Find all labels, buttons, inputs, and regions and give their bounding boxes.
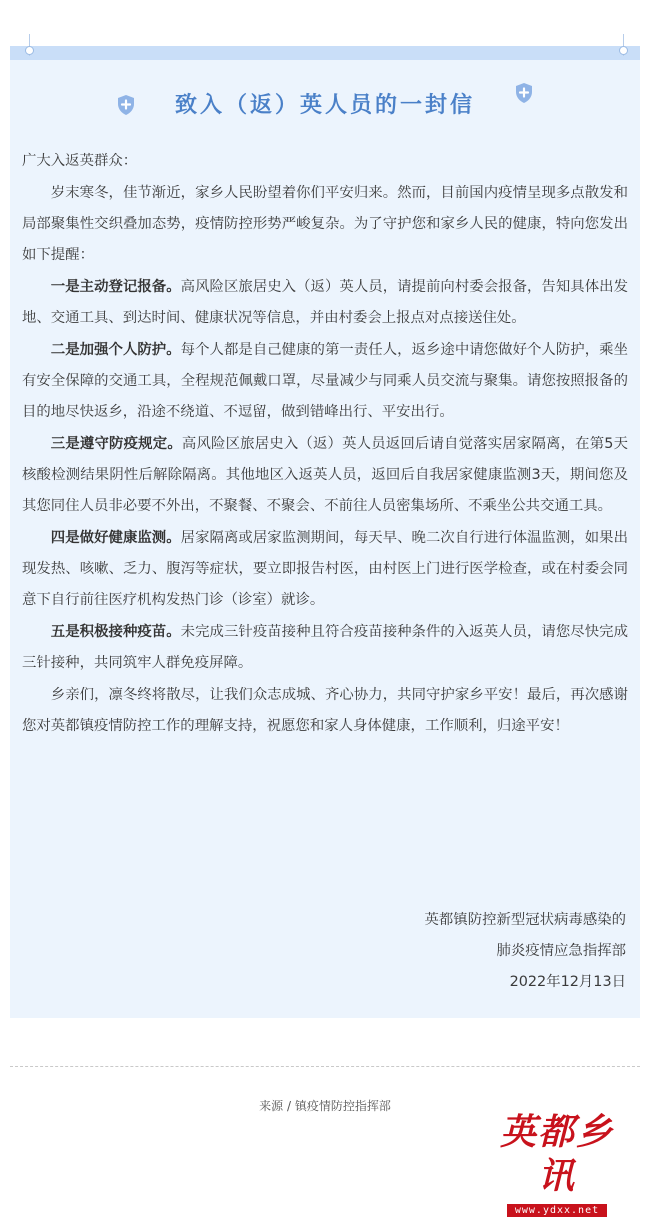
item-heading: 四是做好健康监测。 xyxy=(50,530,181,546)
watermark-title: 英都乡讯 xyxy=(499,1111,614,1197)
letter-item-2 xyxy=(22,335,628,428)
letter-item-3 xyxy=(22,429,628,522)
rail-dot-right xyxy=(619,46,628,55)
signature-org-line2: 肺炎疫情应急指挥部 xyxy=(496,943,626,959)
item-heading: 一是主动登记报备。 xyxy=(50,279,181,295)
item-heading: 五是积极接种疫苗。 xyxy=(50,624,181,640)
source-credit: 来源 / 镇疫情防控指挥部 xyxy=(259,1099,391,1113)
watermark-url: www.ydxx.net xyxy=(507,1204,607,1217)
letter-item-1 xyxy=(22,272,628,334)
footer-divider xyxy=(10,1066,640,1067)
header-bar xyxy=(10,46,640,60)
item-text: 每个人都是自己健康的第一责任人，返乡途中请您做好个人防护，乘坐有安全保障的交通工具，全程规范佩戴口罩，尽量减少与同乘人员交流与聚集。请您按照报备的目的地尽快返乡，沿途不绕道、不逗留，做到错峰出行、平安出行。 xyxy=(22,342,628,420)
item-heading: 三是遵守防疫规定。 xyxy=(50,436,182,452)
signature-org-line1: 英都镇防控新型冠状病毒感染的 xyxy=(424,912,626,928)
item-text: 高风险区旅居史入（返）英人员返回后请自觉落实居家隔离，在第5天核酸检测结果阴性后解除隔离。其他地区入返英人员，返回后自我居家健康监测3天，期间您及其您同住人员非必要不外出，不聚餐、不聚会、不前往人员密集场所、不乘坐公共交通工具。 xyxy=(22,436,628,514)
letter-closing: 乡亲们，凛冬终将散尽，让我们众志成城、齐心协力，共同守护家乡平安！最后，再次感谢您对英都镇疫情防控工作的理解支持，祝愿您和家人身体健康，工作顺利，归途平安！ xyxy=(22,687,628,734)
item-text: 居家隔离或居家监测期间，每天早、晚二次自行进行体温监测，如果出现发热、咳嗽、乏力、腹泻等症状，要立即报告村医，由村医上门进行医学检查，或在村委会同意下自行前往医疗机构发热门诊（诊室）就诊。 xyxy=(22,530,628,608)
letter-signature xyxy=(425,905,626,998)
item-heading: 二是加强个人防护。 xyxy=(50,342,181,358)
letter-title: 致入（返）英人员的一封信 xyxy=(174,93,475,118)
letter-intro: 岁末寒冬，佳节渐近，家乡人民盼望着你们平安归来。然而，目前国内疫情呈现多点散发和局部聚集性交织叠加态势，疫情防控形势严峻复杂。为了守护您和家乡人民的健康，特向您发出如下提醒： xyxy=(22,185,628,263)
rail-dot-left xyxy=(25,46,34,55)
letter-body xyxy=(22,146,628,743)
letter-item-5 xyxy=(22,617,628,679)
letter-item-4 xyxy=(22,523,628,616)
letter-greeting: 广大入返英群众： xyxy=(22,153,138,169)
signature-date: 2022年12月13日 xyxy=(509,974,626,990)
site-watermark xyxy=(482,1110,632,1217)
item-text: 未完成三针疫苗接种且符合疫苗接种条件的入返英人员，请您尽快完成三针接种，共同筑牢人群免疫屏障。 xyxy=(22,624,628,671)
item-text: 高风险区旅居史入（返）英人员，请提前向村委会报备，告知具体出发地、交通工具、到达时间、健康状况等信息，并由村委会上报点对点接送住处。 xyxy=(22,279,628,326)
